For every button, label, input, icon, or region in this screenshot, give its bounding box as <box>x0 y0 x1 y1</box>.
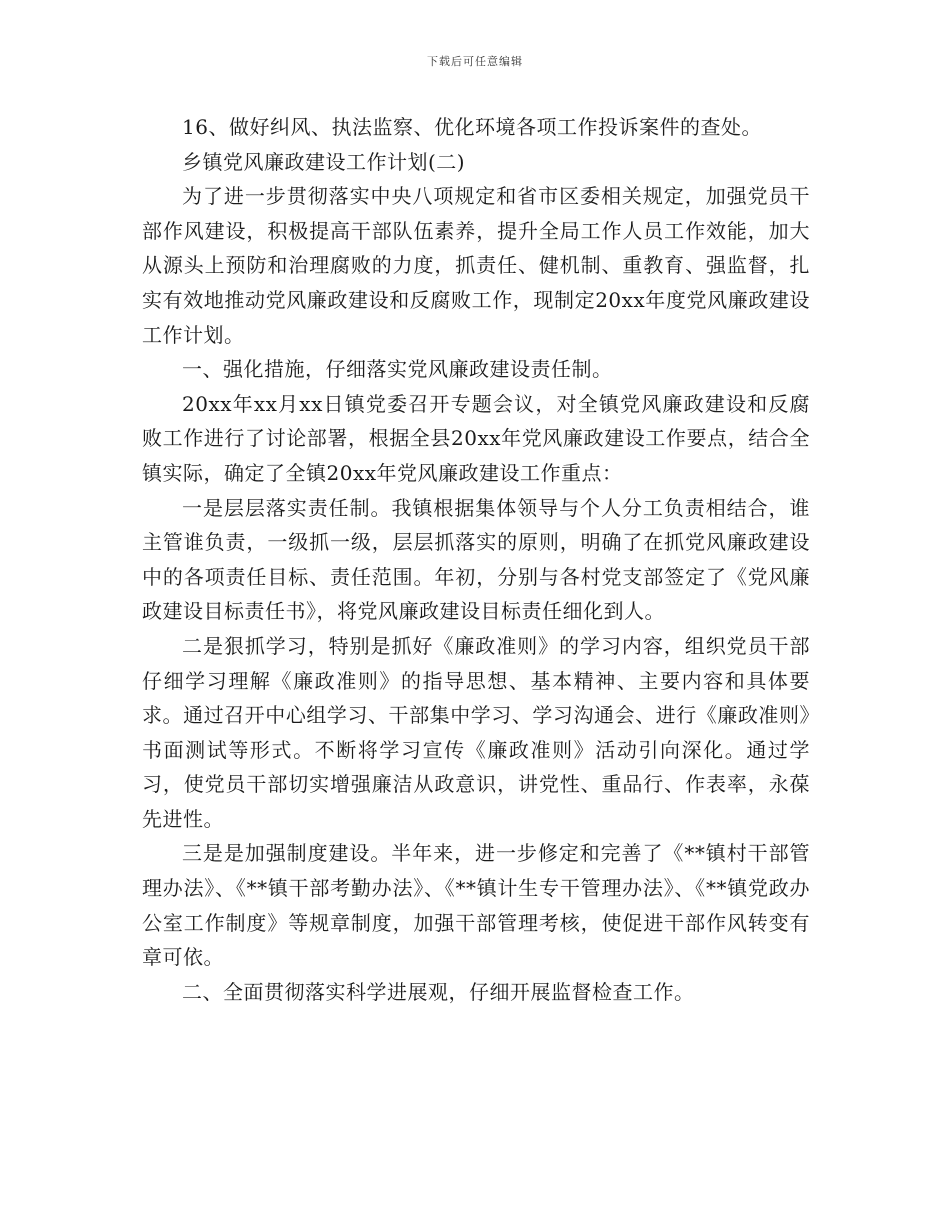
document-body <box>142 110 810 1009</box>
paragraph-meeting: 20xx年xx月xx日镇党委召开专题会议，对全镇党风廉政建设和反腐败工作进行了讨论部署，根据全县20xx年党风廉政建设工作要点，结合全镇实际，确定了全镇20xx年党风廉政建设工作重点： <box>142 391 810 485</box>
document-subtitle: 乡镇党风廉政建设工作计划(二) <box>182 149 466 174</box>
paragraph-system: 三是是加强制度建设。半年来，进一步修定和完善了《**镇村干部管理办法》、《**镇干部考勤办法》、《**镇计生专干管理办法》、《**镇党政办公室工作制度》等规章制度，加强干部管理考核，使促进干部作风转变有章可依。 <box>142 841 810 970</box>
section-heading-2: 二、全面贯彻落实科学进展观，仔细开展监督检查工作。 <box>182 979 695 1004</box>
paragraph-study: 二是狠抓学习，特别是抓好《廉政准则》的学习内容，组织党员干部仔细学习理解《廉政准则》的指导思想、基本精神、主要内容和具体要求。通过召开中心组学习、干部集中学习、学习沟通会、进行《廉政准则》书面测试等形式。不断将学习宣传《廉政准则》活动引向深化。通过学习，使党员干部切实增强廉洁从政意识，讲党性、重品行、作表率，永葆先进性。 <box>142 633 810 831</box>
page-header: 下载后可任意编辑 <box>427 55 523 68</box>
paragraph-intro: 为了进一步贯彻落实中央八项规定和省市区委相关规定，加强党员干部作风建设，积极提高干部队伍素养，提升全局工作人员工作效能，加大从源头上预防和治理腐败的力度，抓责任、健机制、重教育、强监督，扎实有效地推动党风廉政建设和反腐败工作，现制定20xx年度党风廉政建设工作计划。 <box>142 184 810 347</box>
paragraph-item-16: 16、做好纠风、执法监察、优化环境各项工作投诉案件的查处。 <box>182 115 762 139</box>
section-heading-1: 一、强化措施，仔细落实党风廉政建设责任制。 <box>182 357 613 382</box>
paragraph-responsibility: 一是层层落实责任制。我镇根据集体领导与个人分工负责相结合，谁主管谁负责，一级抓一级，层层抓落实的原则，明确了在抓党风廉政建设中的各项责任目标、责任范围。年初，分别与各村党支部签定了《党风廉政建设目标责任书》，将党风廉政建设目标责任细化到人。 <box>142 495 810 624</box>
